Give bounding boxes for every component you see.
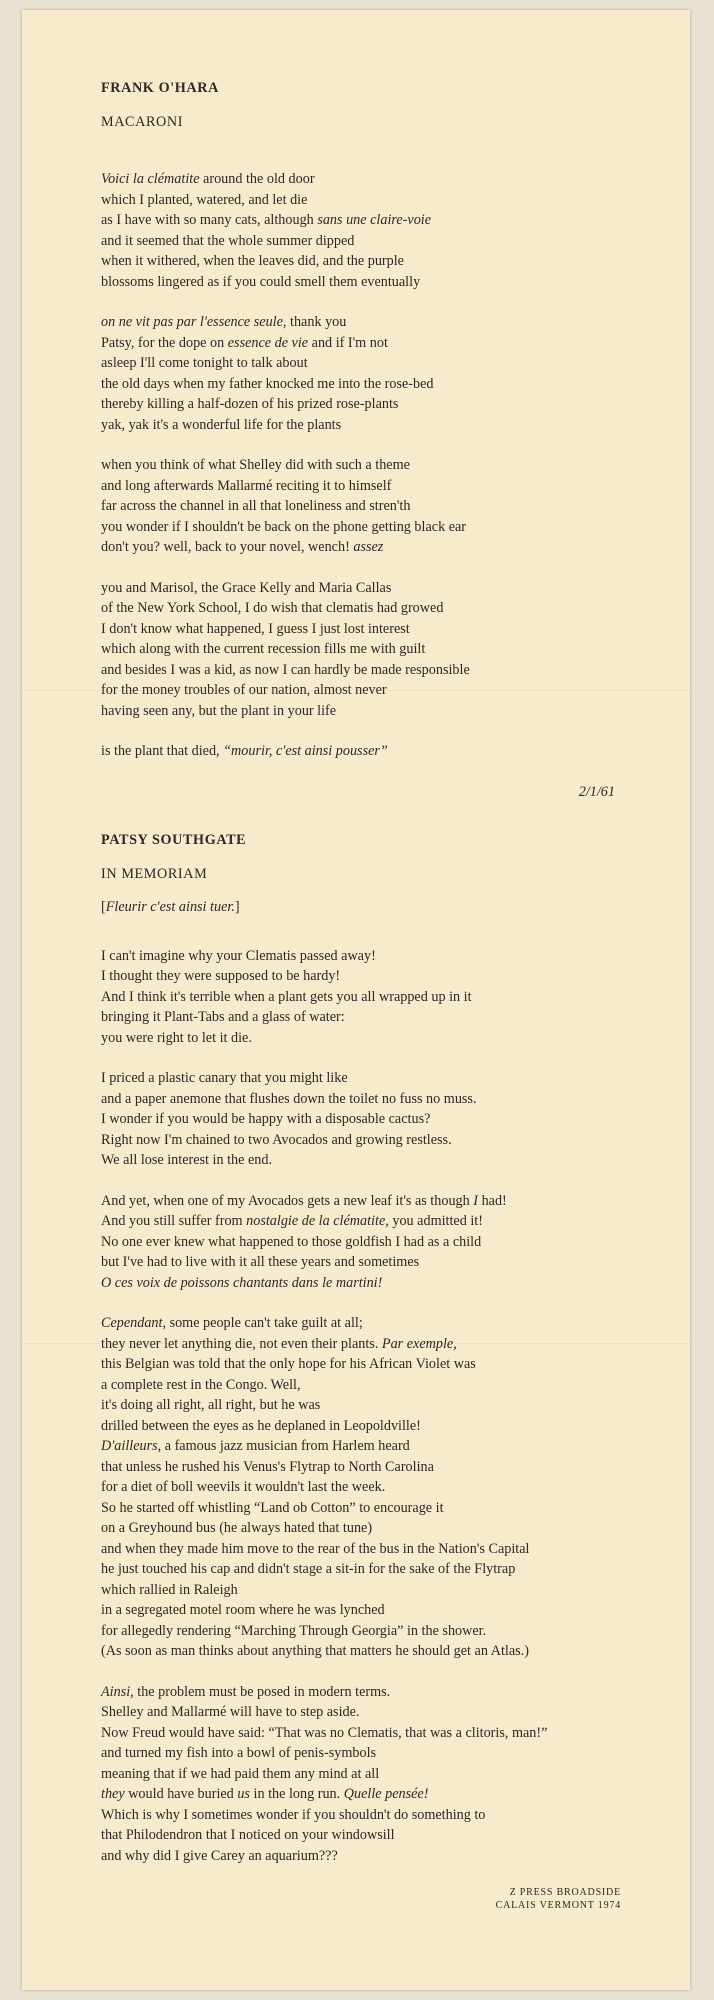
poem-line: they never let anything die, not even their plants. Par exemple, bbox=[101, 1335, 457, 1352]
poem2-title: IN MEMORIAM bbox=[101, 865, 208, 882]
poem-line: Ainsi, the problem must be posed in modern terms. bbox=[101, 1683, 391, 1700]
poem-line: I wonder if you would be happy with a disposable cactus? bbox=[101, 1111, 431, 1127]
poem2-body bbox=[101, 946, 641, 1867]
poem-line: Now Freud would have said: “That was no Clematis, that was a clitoris, man!” bbox=[101, 1724, 548, 1741]
poem-line: and when they made him move to the rear of the bus in the Nation's Capital bbox=[101, 1540, 530, 1557]
poem-line: of the New York School, I do wish that clematis had growed bbox=[101, 600, 444, 616]
stanza bbox=[101, 1682, 641, 1867]
poem-line: No one ever knew what happened to those goldfish I had as a child bbox=[101, 1233, 482, 1250]
poem-line: and long afterwards Mallarmé reciting it to himself bbox=[101, 477, 392, 494]
imprint-line-1: Z PRESS BROADSIDE bbox=[509, 1887, 621, 1898]
stanza bbox=[101, 312, 641, 435]
italic-phrase: Fleurir c'est ainsi tuer. bbox=[105, 899, 235, 915]
poem-line: which I planted, watered, and let die bbox=[101, 191, 308, 208]
poem1-body bbox=[101, 169, 641, 762]
poem2-author: PATSY SOUTHGATE bbox=[101, 832, 247, 848]
poem-line: Right now I'm chained to two Avocados and growing restless. bbox=[101, 1131, 452, 1148]
poem-line: when it withered, when the leaves did, and the purple bbox=[101, 253, 404, 269]
poem-line: far across the channel in all that loneliness and stren'th bbox=[101, 498, 411, 514]
italic-phrase: “mourir, c'est ainsi pousser” bbox=[223, 743, 388, 759]
poem-line: a complete rest in the Congo. Well, bbox=[101, 1376, 301, 1393]
poem-line: on ne vit pas par l'essence seule, thank you bbox=[101, 314, 347, 330]
poem1-author: FRANK O'HARA bbox=[101, 80, 219, 96]
poem-line: thereby killing a half-dozen of his prized rose-plants bbox=[101, 396, 399, 412]
poem-line: I priced a plastic canary that you might like bbox=[101, 1070, 348, 1086]
poem-line: Patsy, for the dope on essence de vie and if I'm not bbox=[101, 334, 388, 351]
stanza bbox=[101, 169, 641, 292]
poem-line: Voici la clématite around the old door bbox=[101, 171, 315, 187]
poem-line: for the money troubles of our nation, almost never bbox=[101, 682, 387, 698]
poem-line: for a diet of boll weevils it wouldn't last the week. bbox=[101, 1479, 386, 1495]
italic-phrase: O ces voix de poissons chantants dans le martini! bbox=[101, 1274, 383, 1291]
poem-line: he just touched his cap and didn't stage a sit-in for the sake of the Flytrap bbox=[101, 1561, 516, 1577]
poem-line: as I have with so many cats, although sans une claire-voie bbox=[101, 212, 432, 228]
poem-line: Cependant, some people can't take guilt at all; bbox=[101, 1315, 363, 1331]
italic-phrase: assez bbox=[353, 539, 384, 555]
poem-line: is the plant that died, “mourir, c'est ainsi pousser” bbox=[101, 743, 388, 759]
italic-phrase: they bbox=[101, 1786, 125, 1802]
poem-in-memoriam bbox=[101, 830, 641, 1866]
poem-line: on a Greyhound bus (he always hated that tune) bbox=[101, 1520, 373, 1536]
poem2-epigraph: [Fleurir c'est ainsi tuer.] bbox=[101, 899, 240, 915]
italic-phrase: on ne vit pas par l'essence seule, bbox=[101, 314, 287, 330]
poem-line: And yet, when one of my Avocados gets a new leaf it's as though I had! bbox=[101, 1192, 507, 1209]
poem-line: And I think it's terrible when a plant gets you all wrapped up in it bbox=[101, 988, 472, 1005]
poem-line: for allegedly rendering “Marching Through Georgia” in the shower. bbox=[101, 1622, 487, 1639]
poem-line: asleep I'll come tonight to talk about bbox=[101, 355, 308, 371]
poem-line: I can't imagine why your Clematis passed away! bbox=[101, 947, 376, 964]
italic-phrase: Voici la clématite bbox=[101, 171, 200, 187]
poem-line: I thought they were supposed to be hardy! bbox=[101, 968, 341, 984]
poem-line: you wonder if I shouldn't be back on the phone getting black ear bbox=[101, 518, 467, 535]
italic-phrase: Quelle pensée! bbox=[343, 1786, 429, 1802]
poem-line: that unless he rushed his Venus's Flytrap to North Carolina bbox=[101, 1458, 434, 1475]
poem-line: and besides I was a kid, as now I can hardly be made responsible bbox=[101, 661, 470, 678]
broadside-content bbox=[101, 78, 641, 1912]
poem1-date: 2/1/61 bbox=[578, 783, 615, 800]
stanza bbox=[101, 741, 641, 762]
poem-macaroni bbox=[101, 78, 641, 802]
imprint-line-2: CALAIS VERMONT 1974 bbox=[495, 1900, 621, 1911]
italic-phrase: Ainsi, bbox=[101, 1683, 134, 1700]
poem-line: this Belgian was told that the only hope for his African Violet was bbox=[101, 1356, 476, 1372]
poem-line: yak, yak it's a wonderful life for the plants bbox=[101, 416, 342, 433]
poem-line: which along with the current recession fills me with guilt bbox=[101, 641, 426, 657]
poem-line: they would have buried us in the long run. Quelle pensée! bbox=[101, 1786, 429, 1802]
stanza bbox=[101, 578, 641, 722]
poem-line: So he started off whistling “Land ob Cotton” to encourage it bbox=[101, 1499, 444, 1516]
poem-line: bringing it Plant-Tabs and a glass of water: bbox=[101, 1009, 345, 1025]
poem-line bbox=[101, 1273, 563, 1294]
italic-phrase: Par exemple, bbox=[381, 1335, 457, 1352]
italic-phrase: D'ailleurs, bbox=[101, 1438, 162, 1454]
italic-phrase: sans une claire-voie bbox=[317, 212, 432, 228]
poem-line: that Philodendron that I noticed on your windowsill bbox=[101, 1827, 395, 1843]
italic-phrase: Cependant, bbox=[101, 1315, 167, 1331]
poem-line: (As soon as man thinks about anything that matters he should get an Atlas.) bbox=[101, 1643, 529, 1659]
poem-line: the old days when my father knocked me into the rose-bed bbox=[101, 375, 434, 392]
poem-line: D'ailleurs, a famous jazz musician from Harlem heard bbox=[101, 1438, 410, 1454]
stanza bbox=[101, 1068, 641, 1171]
poem-line: We all lose interest in the end. bbox=[101, 1152, 273, 1168]
poem-line: you and Marisol, the Grace Kelly and Maria Callas bbox=[101, 579, 392, 596]
poem-line: drilled between the eyes as he deplaned in Leopoldville! bbox=[101, 1417, 421, 1434]
poem-line: you were right to let it die. bbox=[101, 1029, 252, 1046]
poem-line: and turned my fish into a bowl of penis-symbols bbox=[101, 1745, 377, 1761]
poem-line: blossoms lingered as if you could smell them eventually bbox=[101, 273, 421, 290]
poem-line: when you think of what Shelley did with such a theme bbox=[101, 457, 410, 473]
stanza bbox=[101, 455, 641, 558]
italic-phrase: nostalgie de la clématite, bbox=[246, 1213, 389, 1229]
italic-phrase: us bbox=[237, 1786, 250, 1802]
stanza bbox=[101, 1191, 641, 1294]
poem-line: and it seemed that the whole summer dipped bbox=[101, 232, 355, 249]
press-imprint bbox=[101, 1886, 641, 1912]
poem-line: and why did I give Carey an aquarium??? bbox=[101, 1847, 338, 1864]
poem-line: and a paper anemone that flushes down the toilet no fuss no muss. bbox=[101, 1090, 477, 1107]
italic-phrase: essence de vie bbox=[227, 334, 309, 351]
poem-line: I don't know what happened, I guess I just lost interest bbox=[101, 620, 410, 637]
poem-line: it's doing all right, all right, but he was bbox=[101, 1397, 321, 1413]
italic-phrase: I bbox=[473, 1192, 479, 1209]
poem-line: don't you? well, back to your novel, wench! assez bbox=[101, 539, 384, 555]
poem-line: Which is why I sometimes wonder if you shouldn't do something to bbox=[101, 1806, 486, 1823]
stanza bbox=[101, 1313, 641, 1662]
poem-line: but I've had to live with it all these years and sometimes bbox=[101, 1254, 420, 1270]
poem-line: in a segregated motel room where he was lynched bbox=[101, 1602, 385, 1618]
poem-line: meaning that if we had paid them any mind at all bbox=[101, 1765, 380, 1782]
poem1-title: MACARONI bbox=[101, 113, 184, 130]
poem-line: having seen any, but the plant in your life bbox=[101, 702, 337, 719]
poem-line: And you still suffer from nostalgie de la clématite, you admitted it! bbox=[101, 1213, 483, 1229]
stanza bbox=[101, 946, 641, 1049]
poem-line: Shelley and Mallarmé will have to step aside. bbox=[101, 1704, 360, 1720]
poem-line: which rallied in Raleigh bbox=[101, 1581, 238, 1598]
